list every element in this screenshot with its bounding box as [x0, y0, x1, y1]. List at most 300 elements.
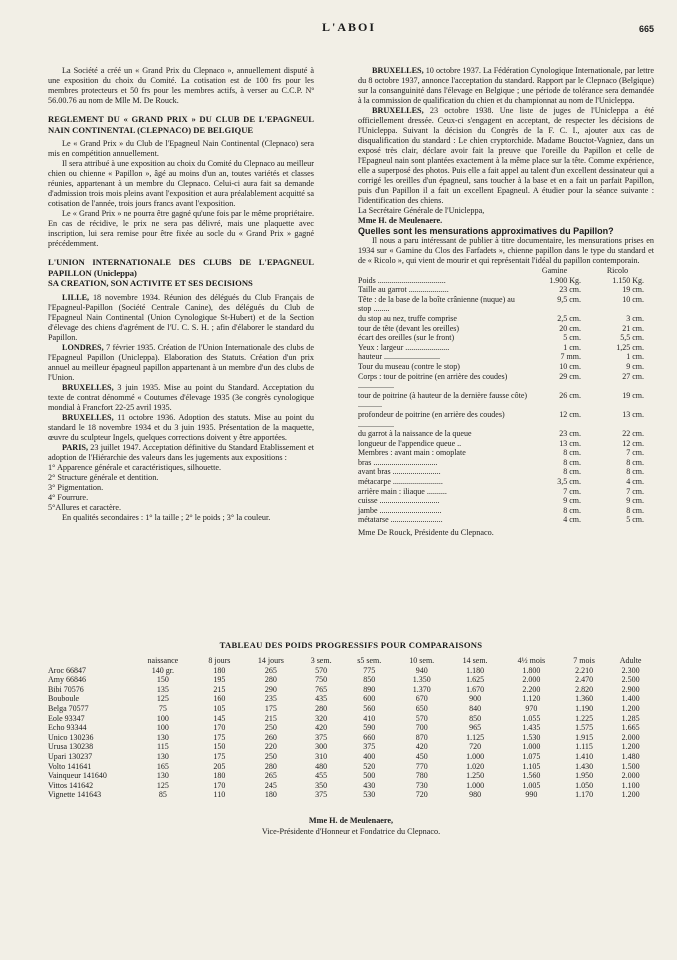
weight-value: 220 [264, 742, 277, 752]
weight-value: 500 [363, 771, 376, 781]
weight-value: 970 [525, 703, 538, 713]
weights-row [48, 742, 654, 752]
event-place: BRUXELLES, [62, 412, 114, 422]
weight-value: 900 [469, 694, 482, 704]
weight-value: 165 [156, 761, 169, 771]
measurement-row [358, 477, 654, 487]
gamine-value: 8 cm. [563, 457, 581, 467]
weights-column-header: Adulte [619, 656, 642, 665]
weight-value: 840 [469, 703, 482, 713]
weight-value: 870 [415, 732, 428, 742]
weight-value: 720 [469, 742, 482, 752]
measurement-label: écart des oreilles (sur le front) [358, 333, 455, 343]
measurement-label: Corps : tour de poitrine (en arrière des coudes) .................. [358, 371, 508, 391]
weight-value: 780 [415, 771, 428, 781]
weight-value: 2.200 [522, 684, 541, 694]
weight-value: 215 [264, 713, 277, 723]
dog-name: Aroc 66847 [48, 665, 86, 675]
measurement-row [358, 285, 654, 295]
weight-value: 1.400 [621, 694, 640, 704]
weight-value: 130 [156, 732, 169, 742]
weight-value: 400 [363, 751, 376, 761]
weight-value: 1.005 [522, 780, 541, 790]
ricolo-value: 1.150 Kg. [612, 275, 644, 285]
event-place: BRUXELLES, [372, 66, 424, 75]
weight-value: 940 [415, 665, 428, 675]
ricolo-value: 7 cm. [626, 486, 644, 496]
weights-row [48, 781, 654, 791]
ricolo-value: 10 cm. [622, 294, 644, 304]
weights-column-header: 8 jours [208, 656, 231, 665]
ricolo-value: 8 cm. [626, 457, 644, 467]
event-text: 3 juin 1935. Mise au point du Standard. Acceptation du texte de contrat dénommé « Coutumes d'élevage 1935 (3e congrès cynologique mondial à Francfort 22-25 avril 1935. [48, 382, 314, 412]
hierarchy-item: 4° Fourrure. [48, 492, 89, 502]
weight-value: 1.020 [466, 761, 485, 771]
event-text: 10 octobre 1937. La Fédération Cynologique Internationale, par lettre du 8 octobre 1937, annonce l'acceptation du standard. Rapport par le Clepnaco (Belgique) sur la consanguinité dans l'élevage en Belgique ; une période de tolérance sera demandée à la commission de qualification du chien et du championnat au nom de l'Unicleppa. [358, 66, 654, 105]
ricolo-value: 13 cm. [622, 409, 644, 419]
weight-value: 1.800 [522, 665, 541, 675]
weight-value: 850 [363, 675, 376, 685]
measurements-table [358, 266, 654, 525]
weight-value: 125 [156, 694, 169, 704]
union-subtitle: SA CREATION, SON ACTIVITE ET SES DECISIONS [48, 278, 253, 288]
ricolo-value: 3 cm. [626, 313, 644, 323]
dog-name: Eole 93347 [48, 713, 85, 723]
event-lille [48, 293, 314, 343]
left-column [48, 66, 314, 523]
gamine-value: 13 cm. [559, 438, 581, 448]
event-place: LONDRES, [62, 342, 104, 352]
weight-value: 1.000 [522, 742, 541, 752]
weight-value: 150 [213, 742, 226, 752]
ricolo-value: 5 cm. [626, 515, 644, 525]
weights-row [48, 714, 654, 724]
measurement-row [358, 439, 654, 449]
weight-value: 1.915 [575, 732, 594, 742]
measurement-row [358, 362, 654, 372]
gamine-value: 23 cm. [559, 429, 581, 439]
measurement-row [358, 276, 654, 286]
weight-value: 600 [363, 694, 376, 704]
weights-column-header: 10 sem. [409, 656, 435, 665]
weight-value: 770 [415, 761, 428, 771]
measurement-label: hauteur ............................ [358, 352, 440, 362]
gamine-value: 23 cm. [559, 285, 581, 295]
event-text: 11 octobre 1936. Adoption des statuts. Mise au point du standard le 18 novembre 1934 et du 3 juin 1935. Présentation de la maquette, œuvre du sculpteur Ingels, quelques corrections doivent y être apportées. [48, 412, 314, 442]
ricolo-value: 1 cm. [626, 352, 644, 362]
gamine-value: 7 mm. [560, 352, 581, 362]
weight-value: 375 [363, 742, 376, 752]
weight-value: 235 [264, 694, 277, 704]
weight-value: 2.300 [621, 665, 640, 675]
dog-name: Volto 141641 [48, 761, 92, 771]
measurement-row [358, 458, 654, 468]
weight-value: 1.115 [575, 742, 593, 752]
measurement-label: avant bras ........................ [358, 467, 441, 477]
gamine-value: 8 cm. [563, 467, 581, 477]
weight-value: 205 [213, 761, 226, 771]
weight-value: 700 [415, 723, 428, 733]
gamine-value: 29 cm. [559, 371, 581, 381]
weight-value: 100 [156, 713, 169, 723]
weight-value: 170 [213, 780, 226, 790]
event-place: BRUXELLES, [62, 382, 114, 392]
weight-value: 250 [264, 751, 277, 761]
weight-value: 215 [213, 684, 226, 694]
ricolo-value: 7 cm. [626, 448, 644, 458]
hierarchy-item: 1° Apparence générale et caractéristiques, silhouette. [48, 462, 222, 472]
weight-value: 2.470 [575, 675, 594, 685]
ricolo-value: 22 cm. [622, 429, 644, 439]
weight-value: 1.125 [466, 732, 485, 742]
measurement-label: Tour du museau (contre le stop) [358, 361, 460, 371]
weight-value: 150 [156, 675, 169, 685]
weight-value: 590 [363, 723, 376, 733]
weight-value: 775 [363, 665, 376, 675]
weight-value: 435 [315, 694, 328, 704]
intro-paragraph: La Société a créé un « Grand Prix du Clepnaco », annuellement disputé à une exposition du choix du Comité. La cotisation est de 100 frs pour les membres protecteurs et 50 frs pour les membres actifs, à verser au C.C.P. Nº 56.00.76 au nom de Mlle M. De Rouck. [48, 66, 314, 105]
page-header [40, 14, 658, 36]
weight-value: 720 [415, 790, 428, 800]
weight-value: 570 [415, 713, 428, 723]
event-place: LILLE, [62, 292, 90, 302]
weight-value: 1.190 [575, 703, 594, 713]
weight-value: 1.000 [466, 780, 485, 790]
weight-value: 280 [264, 675, 277, 685]
weight-value: 1.225 [575, 713, 594, 723]
weight-value: 1.665 [621, 723, 640, 733]
weight-value: 1.100 [621, 780, 640, 790]
weight-value: 750 [315, 675, 328, 685]
weight-value: 375 [315, 790, 328, 800]
measurement-label: tour de poitrine (à hauteur de la dernière fausse côte) ............ [358, 390, 528, 410]
measurement-label: Poids .................................. [358, 275, 446, 285]
gamine-value: 5 cm. [563, 333, 581, 343]
weight-value: 765 [315, 684, 328, 694]
weights-header-row [48, 656, 654, 666]
weight-value: 1.200 [621, 742, 640, 752]
weight-value: 75 [158, 703, 167, 713]
weights-row [48, 666, 654, 676]
event-place: BRUXELLES, [372, 106, 424, 115]
weights-row [48, 694, 654, 704]
dog-name: Amy 66846 [48, 675, 86, 685]
measurement-row [358, 372, 654, 391]
secretary-signature-title: La Secrétaire Générale de l'Unicleppa, [358, 206, 485, 215]
gamine-value: 20 cm. [559, 323, 581, 333]
weight-value: 85 [158, 790, 167, 800]
weight-value: 245 [264, 780, 277, 790]
weight-value: 1.360 [575, 694, 594, 704]
measurement-label: métatarse .......................... [358, 515, 443, 525]
measurement-row [358, 333, 654, 343]
weights-column-header: 3 sem. [310, 656, 332, 665]
weight-value: 1.055 [522, 713, 541, 723]
weight-value: 1.180 [466, 665, 485, 675]
weight-value: 1.500 [621, 761, 640, 771]
weight-value: 2.500 [621, 675, 640, 685]
gamine-value: 8 cm. [563, 505, 581, 515]
weight-value: 140 gr. [151, 665, 174, 675]
weight-value: 530 [363, 790, 376, 800]
hierarchy-item: 2° Structure générale et dentition. [48, 472, 159, 482]
weight-value: 1.285 [621, 713, 640, 723]
weight-value: 180 [213, 665, 226, 675]
measurement-row [358, 467, 654, 477]
weight-value: 1.370 [412, 684, 431, 694]
weight-value: 125 [156, 780, 169, 790]
weight-value: 1.410 [575, 751, 594, 761]
gamine-value: 3,5 cm. [557, 477, 581, 487]
measurements-signature: Mme De Rouck, Présidente du Clepnaco. [358, 528, 494, 538]
weight-value: 2.000 [522, 675, 541, 685]
weight-value: 310 [315, 751, 328, 761]
ricolo-value: 9 cm. [626, 361, 644, 371]
measurement-label: du garrot à la naissance de la queue [358, 429, 472, 439]
reglement-paragraph-3: Le « Grand Prix » ne pourra être gagné qu'une fois par le même propriétaire. En cas de récidive, le prix ne sera pas délivré, mais une plaquette avec inscription, lui sera remise pour être fixée au socle du « Grand Prix » gagné précédemment. [48, 209, 314, 248]
dog-name: Echo 93344 [48, 723, 87, 733]
gamine-value: 1 cm. [563, 342, 581, 352]
gamine-value: 4 cm. [563, 515, 581, 525]
weight-value: 1.075 [522, 751, 541, 761]
weights-column-header [48, 656, 130, 666]
weight-value: 265 [264, 665, 277, 675]
measurement-label: cuisse .............................. [358, 496, 440, 506]
weight-value: 990 [525, 790, 538, 800]
hierarchy-item: 5°Allures et caractère. [48, 502, 122, 512]
weight-value: 1.430 [575, 761, 594, 771]
weight-value: 175 [264, 703, 277, 713]
measurement-label: Yeux : largeur ...................... [358, 342, 450, 352]
secretary-signature-name: Mme H. de Meulenaere. [358, 216, 443, 225]
measurement-label: longueur de l'appendice queue .. [358, 438, 462, 448]
column-ricolo: Ricolo [606, 266, 629, 275]
weight-value: 1.200 [621, 790, 640, 800]
weight-value: 1.105 [522, 761, 541, 771]
weight-value: 850 [469, 713, 482, 723]
weights-signature-title: Vice-Présidente d'Honneur et Fondatrice du Clepnaco. [261, 826, 441, 836]
event-text: 7 février 1935. Création de l'Union Internationale des clubs de l'Epagneul Papillon (Unicleppa). Elaboration des Statuts. Création d'un prix annuel au meilleur épagneul papillon appartenant à un membre d'un des clubs de l'Union. [48, 342, 314, 382]
measurement-label: bras ................................ [358, 457, 438, 467]
weight-value: 175 [213, 732, 226, 742]
weights-column-header: 14 jours [257, 656, 284, 665]
weight-value: 1.625 [466, 675, 485, 685]
dog-name: Bibi 70576 [48, 684, 84, 694]
weight-value: 890 [363, 684, 376, 694]
weight-value: 430 [363, 780, 376, 790]
right-column [358, 66, 654, 538]
measurement-row [358, 496, 654, 506]
weight-value: 420 [415, 742, 428, 752]
weight-value: 100 [156, 723, 169, 733]
gamine-value: 8 cm. [563, 448, 581, 458]
weights-table [48, 656, 654, 800]
event-paris-1947 [48, 443, 314, 463]
weights-column-header: naissance [147, 656, 179, 665]
measurement-row [358, 314, 654, 324]
journal-title: L'ABOI [321, 20, 376, 34]
weights-column-header: 14 sem. [462, 656, 488, 665]
measurement-row [358, 343, 654, 353]
hierarchy-item: 3° Pigmentation. [48, 482, 104, 492]
weight-value: 265 [264, 771, 277, 781]
dog-name: Vittos 141642 [48, 780, 94, 790]
measurement-label: Tête : de la base de la boîte crânienne (nuque) au stop ........ [358, 294, 515, 314]
event-bruxelles-1938 [358, 106, 654, 206]
weight-value: 195 [213, 675, 226, 685]
event-text: 18 novembre 1934. Réunion des délégués du Club Français de l'Epagneul-Papillon (Société Centrale Canine), des délégués du Club de l'Epagneul Nain Continental (Union Cynologique St-Hubert) et de la Section d'élevage des chiens d'agrément de l'U. C. S. H. ; afin d'élaborer le standard du Papillon. [48, 292, 314, 342]
measurement-row [358, 352, 654, 362]
union-title: L'UNION INTERNATIONALE DES CLUBS DE L'EPAGNEUL PAPILLON (Unicleppa) [48, 257, 314, 278]
weight-value: 1.170 [575, 790, 594, 800]
measurement-label: métacarpe ......................... [358, 477, 443, 487]
weights-row [48, 771, 654, 781]
weights-row [48, 723, 654, 733]
weights-column-header: 4½ mois [517, 656, 546, 665]
weight-value: 130 [156, 751, 169, 761]
dog-name: Belga 70577 [48, 703, 89, 713]
gamine-value: 1.900 Kg. [549, 275, 581, 285]
dog-name: Vignette 141643 [48, 790, 102, 800]
weight-value: 375 [315, 732, 328, 742]
weight-value: 1.575 [575, 723, 594, 733]
weights-signature-name: Mme H. de Meulenaere, [308, 816, 394, 825]
weight-value: 135 [156, 684, 169, 694]
ricolo-value: 1,25 cm. [616, 342, 644, 352]
measurement-label: du stop au nez, truffe comprise [358, 313, 457, 323]
ricolo-value: 9 cm. [626, 496, 644, 506]
weight-value: 1.480 [621, 751, 640, 761]
gamine-value: 12 cm. [559, 409, 581, 419]
ricolo-value: 4 cm. [626, 477, 644, 487]
measurement-label: Membres : avant main : omoplate [358, 448, 466, 458]
event-bruxelles-1935 [48, 383, 314, 413]
measurements-intro: Il nous a paru intéressant de publier à titre documentaire, les mensurations prises en 1934 sur « Gamine du Clos des Farfadets », chienne papillon dans le type du standard et de « Ricolo », qui vient de mourir et qui représentait l'idéal du papillon contemporain. [358, 236, 654, 265]
weights-row [48, 675, 654, 685]
weight-value: 730 [415, 780, 428, 790]
weight-value: 110 [213, 790, 226, 800]
weights-row [48, 733, 654, 743]
weights-row [48, 704, 654, 714]
weight-value: 670 [415, 694, 428, 704]
weight-value: 350 [315, 780, 328, 790]
weight-value: 130 [156, 771, 169, 781]
weight-value: 455 [315, 771, 328, 781]
weight-value: 2.000 [621, 771, 640, 781]
event-bruxelles-1937 [358, 66, 654, 106]
measurement-row [358, 410, 654, 429]
measurement-label: tour de tête (devant les oreilles) [358, 323, 460, 333]
weights-signature [48, 816, 654, 837]
gamine-value: 26 cm. [559, 390, 581, 400]
column-gamine: Gamine [541, 266, 568, 275]
weight-value: 300 [315, 742, 328, 752]
weight-value: 260 [264, 732, 277, 742]
weight-value: 660 [363, 732, 376, 742]
measurement-label: Taille au garrot .................... [358, 285, 449, 295]
weight-value: 480 [315, 761, 328, 771]
weight-value: 1.250 [466, 771, 485, 781]
event-text: 23 juillet 1947. Acceptation définitive du Standard Etablissement et adoption de l'Hiérarchie des valeurs dans les jugements aux expositions : [48, 442, 314, 462]
event-text: 23 octobre 1938. Une liste de juges de l'Unicleppa a été officiellement dressée. Ceux-ci s'engagent en acceptant, de respecter les décisions de l'Unicleppa. Suivant la décision du Congrès de la F. C. I., ajouter aux cas de disqualification du standard : Le chien cryptorchide. Madame Bouctot-Vagniez, dans un exposé très clair, déclare avoir fait la preuve que l'oreille du Papillon et celle de l'Epagneul nain sont plantées exactement à la même place sur la tête. Comme expérience, elle a superposé des photos. Puis elle a fait appel au talent d'un excellent dessinateur qui a corrigé les oreilles d'un épagneul, sans toucher à la base et en a fait un parfait Papillon, puis d'un Papillon il a fait un excellent Epagneul. A étudier pour la séance suivante : l'identification des chiens. [358, 106, 654, 205]
measurement-row [358, 324, 654, 334]
weight-value: 1.050 [575, 780, 594, 790]
gamine-value: 9 cm. [563, 496, 581, 506]
page-number: 665 [638, 24, 654, 34]
weight-value: 1.560 [522, 771, 541, 781]
ricolo-value: 19 cm. [622, 390, 644, 400]
weight-value: 180 [264, 790, 277, 800]
dog-name: Upari 130237 [48, 751, 93, 761]
weight-value: 520 [363, 761, 376, 771]
weight-value: 1.530 [522, 732, 541, 742]
weight-value: 980 [469, 790, 482, 800]
weight-value: 560 [363, 703, 376, 713]
ricolo-value: 19 cm. [622, 285, 644, 295]
weight-value: 420 [315, 723, 328, 733]
weight-value: 570 [315, 665, 328, 675]
weights-row [48, 685, 654, 695]
weight-value: 280 [315, 703, 328, 713]
measurement-label: jambe ............................... [358, 505, 442, 515]
weight-value: 280 [264, 761, 277, 771]
weight-value: 1.120 [522, 694, 541, 704]
measurement-row [358, 295, 654, 314]
weight-value: 1.670 [466, 684, 485, 694]
dog-name: Vainqueur 141640 [48, 771, 107, 781]
weight-value: 410 [363, 713, 376, 723]
measurement-label: profondeur de poitrine (en arrière des coudes) .................. [358, 409, 505, 429]
weight-value: 320 [315, 713, 328, 723]
weight-value: 180 [213, 771, 226, 781]
event-bruxelles-1936 [48, 413, 314, 443]
weight-value: 170 [213, 723, 226, 733]
measurement-row [358, 487, 654, 497]
weight-value: 1.950 [575, 771, 594, 781]
ricolo-value: 12 cm. [622, 438, 644, 448]
weights-row [48, 752, 654, 762]
weight-value: 1.350 [412, 675, 431, 685]
ricolo-value: 8 cm. [626, 467, 644, 477]
gamine-value: 9,5 cm. [557, 294, 581, 304]
weights-row [48, 790, 654, 800]
weight-value: 115 [157, 742, 169, 752]
event-place: PARIS, [62, 442, 89, 452]
ricolo-value: 8 cm. [626, 505, 644, 515]
weight-value: 2.210 [575, 665, 594, 675]
weight-value: 160 [213, 694, 226, 704]
measurement-row [358, 515, 654, 525]
weight-value: 175 [213, 751, 226, 761]
measurement-row [358, 429, 654, 439]
reglement-paragraph-2: Il sera attribué à une exposition au choix du Comité du Clepnaco au meilleur chien ou chienne « Papillon », âgé au moins d'un an, toutes variétés et classes réunies, appartenant à un membre du Clepnaco. Celui-ci aura fait sa demande d'admission trois mois pleins avant l'exposition et aura préalablement acquitté sa cotisation de l'année, trois jours francs avant l'exposition. [48, 159, 314, 208]
weight-value: 1.000 [466, 751, 485, 761]
weights-column-header: 7 mois [573, 656, 595, 665]
weight-value: 290 [264, 684, 277, 694]
weight-value: 2.000 [621, 732, 640, 742]
dog-name: Urusa 130238 [48, 742, 94, 752]
measurements-header-row [358, 266, 654, 276]
weights-row [48, 762, 654, 772]
gamine-value: 7 cm. [563, 486, 581, 496]
event-londres [48, 343, 314, 383]
weight-value: 105 [213, 703, 226, 713]
dog-name: Bouboule [48, 694, 80, 704]
measurement-row [358, 448, 654, 458]
weight-value: 2.900 [621, 684, 640, 694]
measurements-title: Quelles sont les mensurations approximatives du Papillon? [358, 226, 614, 236]
ricolo-value: 27 cm. [622, 371, 644, 381]
